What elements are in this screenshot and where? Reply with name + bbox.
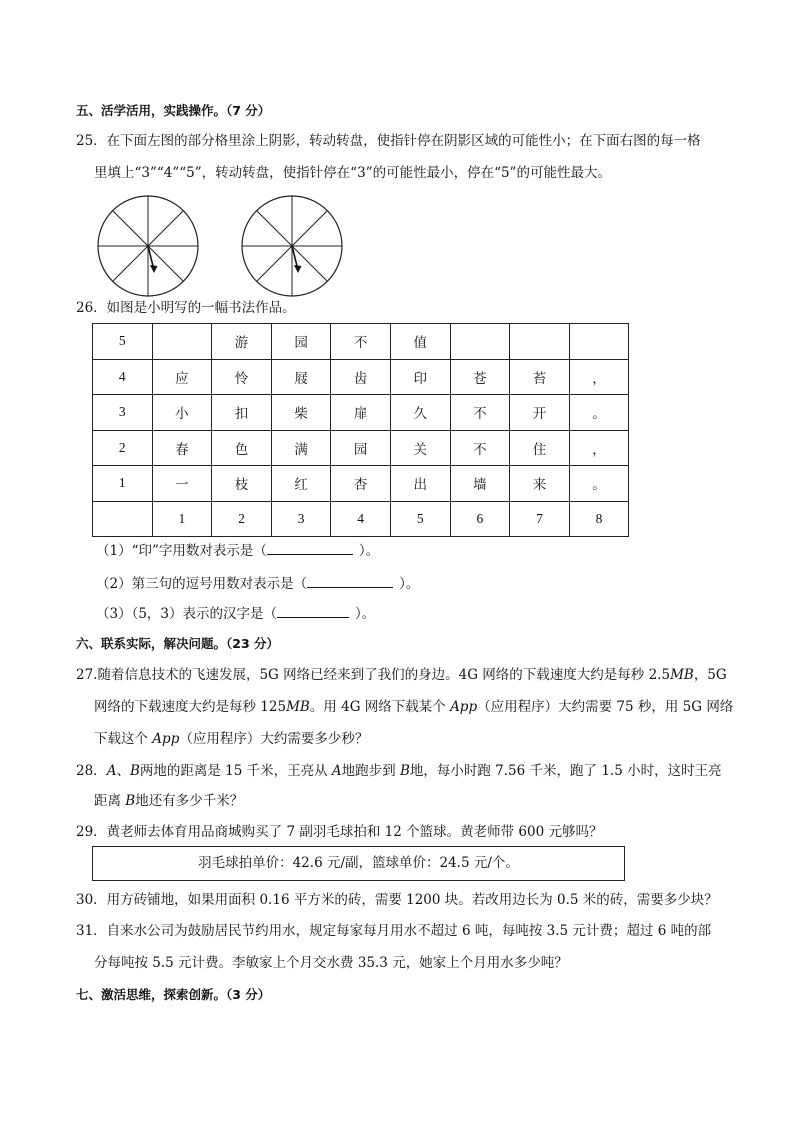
- q28-text-a: 两地的距离是 15 千米，王亮从: [139, 763, 332, 779]
- grid-cell: 扣: [212, 395, 272, 431]
- grid-cell: 一: [152, 466, 212, 502]
- grid-cell: 5: [93, 324, 153, 360]
- q28-line2: [94, 791, 243, 811]
- grid-cell: 4: [331, 501, 391, 537]
- spinner-left: [96, 194, 200, 298]
- grid-row: [93, 395, 629, 431]
- q25-text-line2: 里填上“3”“4”“5”，转动转盘，使指针停在“3”的可能性最小，停在“5”的可能性最大。: [94, 165, 611, 181]
- grid-cell: 齿: [331, 359, 391, 395]
- q28-place-b: B: [129, 763, 140, 779]
- q27-line1: [76, 665, 727, 685]
- grid-cell: 关: [390, 430, 450, 466]
- q26-sub3-end: ）。: [355, 606, 376, 622]
- grid-cell: 久: [390, 395, 450, 431]
- grid-cell: 8: [569, 501, 629, 537]
- calligraphy-grid: [92, 323, 629, 537]
- answer-blank-1[interactable]: [267, 542, 353, 555]
- grid-row: [93, 324, 629, 360]
- answer-blank-3[interactable]: [277, 605, 349, 618]
- grid-cell: 3: [271, 501, 331, 537]
- q26-sub2-end: ）。: [399, 576, 420, 592]
- spinner-divider: [292, 211, 327, 246]
- grid-cell: [93, 501, 153, 537]
- q28-text-b: 地跑步到: [341, 763, 400, 779]
- q28-place-a-2: A: [331, 763, 342, 779]
- q27-text-c: 网络的下载速度大约是每秒 125: [94, 699, 287, 715]
- grid-cell: 墙: [450, 466, 510, 502]
- grid-cell: 住: [510, 430, 570, 466]
- q28-line1: [76, 761, 722, 781]
- q31-line2: 分每吨按 5.5 元计费。李敏家上个月交水费 35.3 元，她家上个月用水多少吨？: [94, 955, 568, 971]
- grid-cell: 杏: [331, 466, 391, 502]
- grid-cell: 春: [152, 430, 212, 466]
- q27-app: App: [450, 699, 478, 715]
- q28-text-c: 地，每小时跑 7.56 千米，跑了 1.5 小时，这时王亮: [409, 763, 722, 779]
- section-7-title: 七、激活思维，探索创新。（3 分）: [76, 987, 271, 1002]
- q26-sub3: [96, 604, 375, 624]
- grid-cell: 1: [152, 501, 212, 537]
- q26-title: 26．如图是小明写的一幅书法作品。: [76, 300, 296, 316]
- grid-cell: ，: [569, 430, 629, 466]
- q28-text-e: 地还有多少千米？: [135, 793, 244, 809]
- q26-sub1-label: （1）“印”字用数对表示是（: [96, 543, 267, 559]
- q29-text: 29．黄老师去体育用品商城购买了 7 副羽毛球拍和 12 个篮球。黄老师带 600 元够吗？: [76, 824, 603, 840]
- grid-cell: 苔: [510, 359, 570, 395]
- q30-text: 30．用方砖铺地，如果用面积 0.16 平方米的砖，需要 1200 块。若改用边长为 0.5 米的砖，需要多少块？: [76, 892, 718, 908]
- grid-cell: 红: [271, 466, 331, 502]
- grid-cell: 应: [152, 359, 212, 395]
- grid-cell: 园: [271, 324, 331, 360]
- grid-cell: [152, 324, 212, 360]
- answer-blank-2[interactable]: [307, 575, 393, 588]
- grid-cell: 不: [450, 395, 510, 431]
- q29-price-box: 羽毛球拍单价：42.6 元/副，篮球单价：24.5 元/个。: [92, 846, 625, 881]
- grid-cell: 满: [271, 430, 331, 466]
- grid-cell: 5: [390, 501, 450, 537]
- grid-cell: [510, 324, 570, 360]
- grid-cell: 1: [93, 466, 153, 502]
- grid-cell: 3: [93, 395, 153, 431]
- q27-line2: [94, 697, 733, 717]
- grid-cell: 7: [510, 501, 570, 537]
- q28-place-a: A: [106, 763, 117, 779]
- spinner-divider: [257, 246, 292, 281]
- q31-line1: 31．自来水公司为鼓励居民节约用水，规定每家每月用水不超过 6 吨，每吨按 3.5 元计费；超过 6 吨的部: [76, 923, 712, 939]
- spinner-divider: [113, 246, 148, 281]
- spinner-divider: [113, 211, 148, 246]
- q27-text-f: 下载这个: [94, 731, 153, 747]
- q26-sub1-end: ）。: [358, 543, 380, 559]
- grid-cell: 屐: [271, 359, 331, 395]
- q27-text-e: （应用程序）大约需要 75 秒，用 5G 网络: [477, 699, 734, 715]
- grid-cell: 2: [93, 430, 153, 466]
- grid-cell: 来: [510, 466, 570, 502]
- section-5-title: 五、活学活用，实践操作。（7 分）: [76, 103, 271, 118]
- spinner-divider: [148, 211, 183, 246]
- spinner-right: [240, 194, 344, 298]
- grid-row: [93, 501, 629, 537]
- grid-cell: ，: [569, 359, 629, 395]
- q27-unit-mb-2: MB: [286, 699, 310, 715]
- q25-text-line1: 25．在下面左图的部分格里涂上阴影，转动转盘，使指针停在阴影区域的可能性小；在下面右图的每一格: [76, 133, 701, 149]
- q28-sep: 、: [116, 763, 130, 779]
- q26-sub1: [96, 541, 379, 561]
- grid-cell: 4: [93, 359, 153, 395]
- q27-text-d: 。用 4G 网络下载某个: [309, 699, 451, 715]
- q28-place-b-2: B: [399, 763, 410, 779]
- grid-cell: 枝: [212, 466, 272, 502]
- q28-place-b-3: B: [125, 793, 136, 809]
- grid-cell: 游: [212, 324, 272, 360]
- grid-cell: 园: [331, 430, 391, 466]
- q27-text-b: ，5G: [693, 667, 727, 683]
- q28-number: 28．: [76, 763, 107, 779]
- q26-sub2-label: （2）第三句的逗号用数对表示是（: [96, 576, 308, 592]
- grid-cell: 色: [212, 430, 272, 466]
- grid-row: [93, 359, 629, 395]
- grid-cell: 开: [510, 395, 570, 431]
- spinner-pointer-head: [294, 265, 302, 273]
- spinner-divider: [292, 246, 327, 281]
- q27-text-g: （应用程序）大约需要多少秒？: [179, 731, 369, 747]
- grid-row: [93, 430, 629, 466]
- q27-app-2: App: [152, 731, 180, 747]
- q26-sub3-label: （3）（5，3）表示的汉字是（: [96, 606, 278, 622]
- q26-sub2: [96, 574, 419, 594]
- q28-text-d: 距离: [94, 793, 126, 809]
- q27-line3: [94, 729, 368, 749]
- grid-cell: 扉: [331, 395, 391, 431]
- grid-cell: 柴: [271, 395, 331, 431]
- grid-cell: 。: [569, 395, 629, 431]
- grid-cell: 出: [390, 466, 450, 502]
- spinner-divider: [148, 246, 183, 281]
- grid-cell: 怜: [212, 359, 272, 395]
- spinner-pointer-head: [150, 265, 158, 273]
- grid-cell: 。: [569, 466, 629, 502]
- grid-cell: 2: [212, 501, 272, 537]
- grid-cell: 6: [450, 501, 510, 537]
- q27-text-a: 27.随着信息技术的飞速发展，5G 网络已经来到了我们的身边。4G 网络的下载速度大约是每秒 2.5: [76, 667, 671, 683]
- grid-cell: 印: [390, 359, 450, 395]
- grid-row: [93, 466, 629, 502]
- grid-cell: 苍: [450, 359, 510, 395]
- q27-unit-mb: MB: [670, 667, 694, 683]
- section-6-title: 六、联系实际，解决问题。（23 分）: [76, 636, 279, 651]
- spinner-divider: [257, 211, 292, 246]
- grid-cell: [569, 324, 629, 360]
- grid-cell: 小: [152, 395, 212, 431]
- grid-cell: 不: [450, 430, 510, 466]
- grid-cell: 不: [331, 324, 391, 360]
- grid-cell: [450, 324, 510, 360]
- grid-cell: 值: [390, 324, 450, 360]
